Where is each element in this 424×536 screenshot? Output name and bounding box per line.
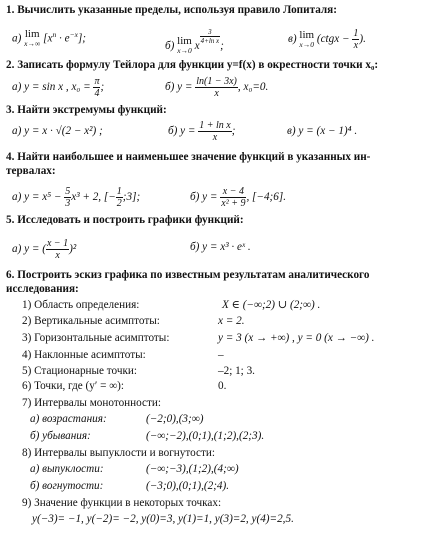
task-4-title-line1: 4. Найти наибольшее и наименьшее значение функций в указанных ин- (6, 151, 371, 163)
task-5-a: а) y = ( $\frac{x - 1}{x}$ )² (12, 238, 77, 261)
task-2-b: б) y = $\frac{\ln(1 - 3x)}{x}$ , x₀=0. (165, 76, 269, 99)
t6-row-5-value: –2; 1; 3. (218, 365, 255, 377)
task-5-b: б) y = x³ · eˣ . (190, 241, 251, 253)
task-2-title: 2. Записать формулу Тейлора для функции y=f(x) в окрестности точки x₀: (6, 59, 379, 71)
t6-row-4-label: 4) Наклонные асимптоты: (22, 349, 146, 361)
task-1-title: 1. Вычислить указанные пределы, используя правило Лопиталя: (6, 4, 337, 16)
task-2-a: а) y = sin x , x₀ = $\frac{\pi}{4}$ ; (12, 76, 105, 99)
task-6-title-line1: 6. Построить эскиз графика по известным результатам аналитического (6, 269, 370, 281)
t6-row-8a-value: (−∞;−3),(1;2),(4;∞) (146, 463, 239, 475)
task-3-title: 3. Найти экстремумы функций: (6, 104, 167, 116)
t6-row-7b-label: б) убывания: (30, 430, 91, 442)
task-5-title: 5. Исследовать и построить графики функций: (6, 214, 244, 226)
task-1-a: а) lim x→∞ $[x^n \cdot e^{-x}]$; (12, 28, 87, 49)
task-4-a: а) y = x⁵ − $\frac{5}{3}$ x³ + 2, [− $\frac{1}{2}$ ;3]; (12, 186, 141, 209)
t6-row-6-value: 0. (218, 380, 227, 392)
task-4-title-line2: тервалах: (6, 165, 56, 177)
t6-row-4-value: – (218, 349, 224, 361)
t6-row-1-label: 1) Область определения: (22, 299, 140, 311)
t6-row-9-label: 9) Значение функции в некоторых точках: (22, 497, 222, 509)
t6-row-7b-value: (−∞;−2),(0;1),(1;2),(2;3). (146, 430, 265, 442)
task-3-c: в) y = (x − 1)⁴ . (287, 125, 358, 137)
task-3-a: а) y = x · √(2 − x²) ; (12, 125, 103, 137)
t6-row-2-value: x = 2. (218, 315, 245, 327)
t6-row-7a-label: а) возрастания: (30, 413, 107, 425)
t6-row-8a-label: а) выпуклости: (30, 463, 104, 475)
t6-row-2-label: 2) Вертикальные асимптоты: (22, 315, 160, 327)
t6-row-3-label: 3) Горизонтальные асимптоты: (22, 332, 170, 344)
t6-row-7-label: 7) Интервалы монотонности: (22, 397, 161, 409)
t6-row-8b-label: б) вогнутости: (30, 480, 104, 492)
t6-row-6-label: 6) Точки, где (y′ = ∞): (22, 380, 125, 392)
t6-values-line: y(−3)= −1, y(−2)= −2, y(0)=3, y(1)=1, y(3)=2, y(4)=2,5. (32, 513, 294, 525)
task-6-title-line2: исследования: (6, 283, 79, 295)
t6-row-7a-value: (−2;0),(3;∞) (146, 413, 204, 425)
task-4-b: б) y = $\frac{x - 4}{\text{x² + 9}}$ , [−4;6]. (190, 186, 287, 209)
t6-row-5-label: 5) Стационарные точки: (22, 365, 138, 377)
task-3-b: б) y = $\frac{\text{1 + ln x}}{x}$ ; (168, 120, 236, 143)
task-1-c: в) lim x→0 (ctgx − $\frac{1}{x}$ ). (288, 28, 366, 51)
t6-row-8b-value: (−3;0),(0;1),(2;4). (146, 480, 230, 492)
t6-row-1-value: X ∈ (−∞;2) ∪ (2;∞) . (222, 299, 321, 311)
task-1-b: б) lim x→0 x $\frac{3}{\text{4+ln x}}$ ; (165, 28, 224, 56)
t6-row-8-label: 8) Интервалы выпуклости и вогнутости: (22, 447, 215, 459)
t6-row-3-value: y = 3 (x → +∞) , y = 0 (x → −∞) . (218, 332, 375, 344)
